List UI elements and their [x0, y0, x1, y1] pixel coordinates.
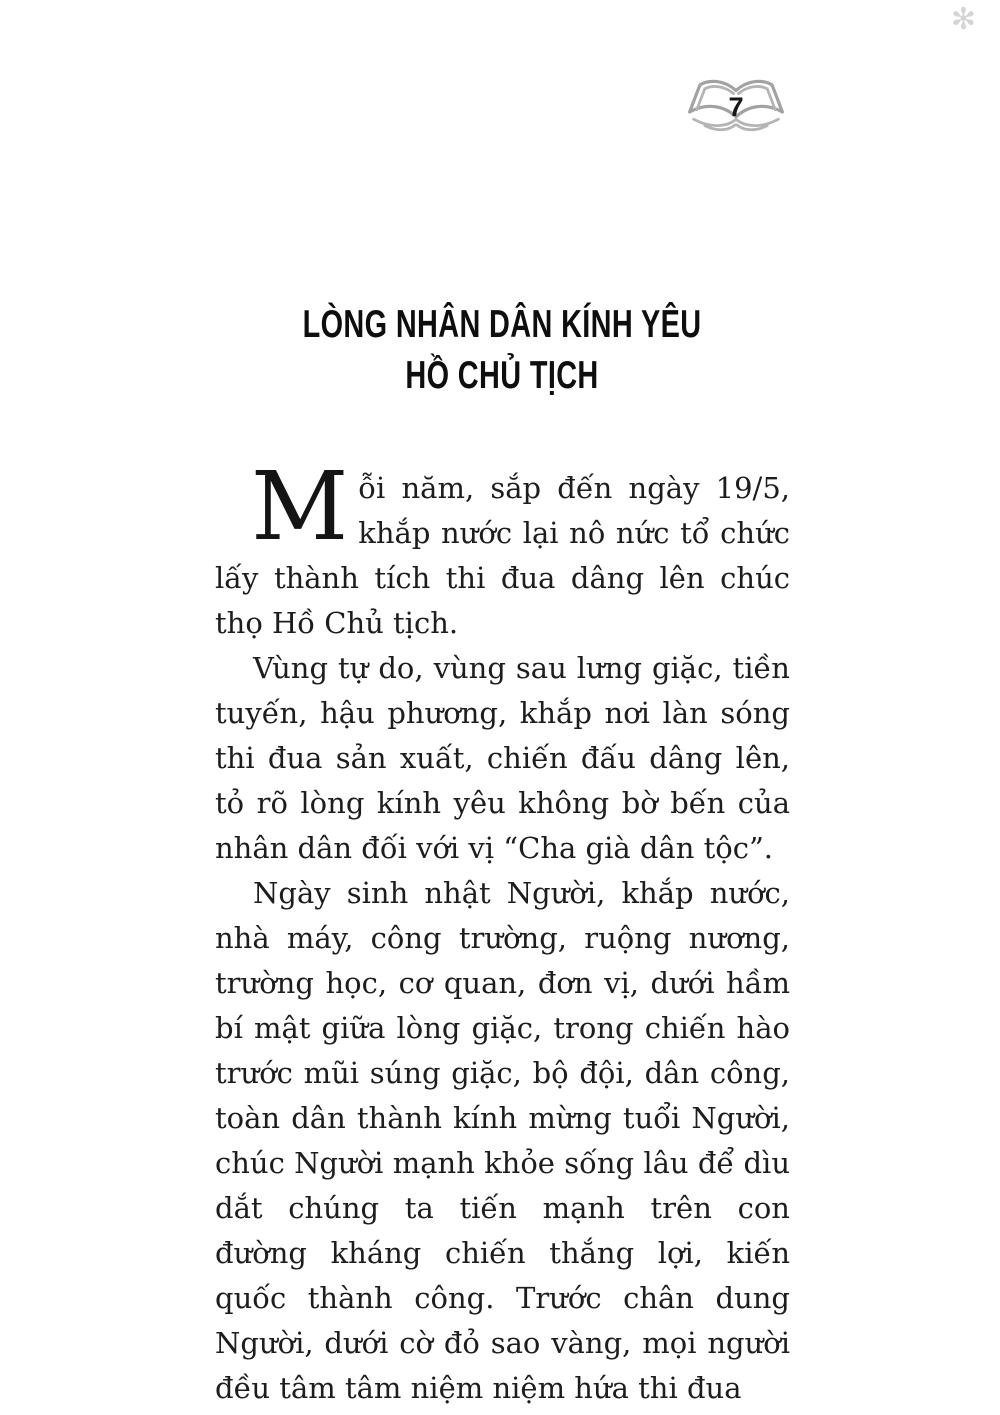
- page-number-badge: [684, 76, 788, 140]
- drop-cap: M: [251, 452, 349, 562]
- chapter-title: [212, 299, 792, 401]
- paragraph-1-text: ỗi năm, sắp đến ngày 19/5, khắp nước lại nô nức tổ chức lấy thành tích thi đua dâng lên chúc thọ Hồ Chủ tịch.: [215, 471, 790, 640]
- chapter-title-line-2: HỒ CHỦ TỊCH: [405, 354, 599, 397]
- paragraph-3: Ngày sinh nhật Người, khắp nước, nhà máy, công trường, ruộng nương, trường học, cơ quan, đơn vị, dưới hầm bí mật giữa lòng giặc, trong chiến hào trước mũi súng giặc, bộ đội, dân công, toàn dân thành kính mừng tuổi Người, chúc Người mạnh khỏe sống lâu để dìu dắt chúng ta tiến mạnh trên con đường kháng chiến thắng lợi, kiến quốc thành công. Trước chân dung Người, dưới cờ đỏ sao vàng, mọi người đều tâm tâm niệm niệm hứa thi đua: [215, 876, 790, 1405]
- body-text: [215, 452, 790, 1411]
- page-number: 7: [728, 91, 744, 122]
- flower-ornament-icon: ✻: [950, 2, 976, 37]
- chapter-title-line-1: LÒNG NHÂN DÂN KÍNH YÊU: [302, 303, 702, 346]
- paragraph-2: Vùng tự do, vùng sau lưng giặc, tiền tuyến, hậu phương, khắp nơi làn sóng thi đua sản xuất, chiến đấu dâng lên, tỏ rõ lòng kính yêu không bờ bến của nhân dân đối với vị “Cha già dân tộc”.: [215, 651, 790, 865]
- paragraph-1: [215, 452, 790, 646]
- open-book-icon: [684, 76, 788, 140]
